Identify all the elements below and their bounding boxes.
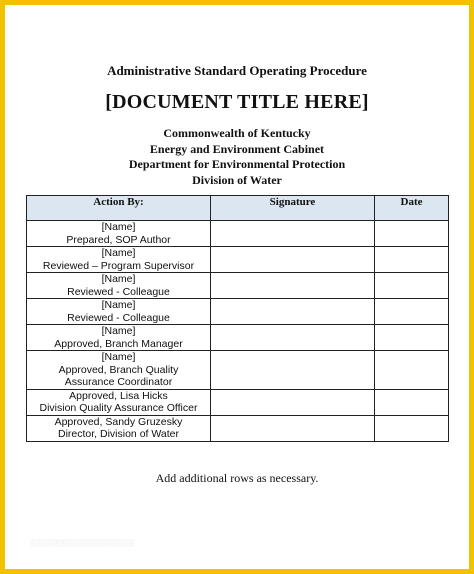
agency-line: Department for Environmental Protection	[128, 157, 346, 171]
table-row	[27, 325, 449, 351]
date-cell[interactable]	[375, 351, 449, 390]
action-by-line: [Name]	[101, 273, 136, 285]
table-row	[27, 273, 449, 299]
header-signature: Signature	[211, 196, 375, 221]
document-subtitle: Administrative Standard Operating Procedure	[107, 63, 367, 78]
signature-cell[interactable]	[211, 221, 375, 247]
action-by-cell	[27, 299, 211, 325]
document-title: [DOCUMENT TITLE HERE]	[105, 91, 369, 113]
table-header-row	[27, 196, 449, 221]
action-by-line: [Name]	[101, 221, 136, 233]
table-row	[27, 247, 449, 273]
document-page	[5, 5, 469, 569]
signature-cell[interactable]	[211, 273, 375, 299]
action-by-line: [Name]	[101, 299, 136, 311]
action-by-cell	[27, 247, 211, 273]
action-by-cell	[27, 415, 211, 441]
date-cell[interactable]	[375, 247, 449, 273]
action-by-line: Director, Division of Water	[58, 428, 179, 440]
approval-table	[26, 195, 449, 442]
agency-line: Commonwealth of Kentucky	[163, 126, 311, 140]
action-by-line: Approved, Lisa Hicks	[69, 389, 168, 402]
action-by-line: Approved, Sandy Gruzesky	[54, 415, 183, 428]
agency-line: Division of Water	[192, 172, 282, 187]
header-action-by: Action By:	[27, 196, 211, 221]
action-by-cell	[27, 351, 211, 390]
action-by-line: [Name]	[101, 351, 136, 363]
date-cell[interactable]	[375, 221, 449, 247]
footer-note: Add additional rows as necessary.	[155, 471, 319, 485]
action-by-line: Reviewed - Colleague	[67, 285, 170, 298]
action-by-cell	[27, 221, 211, 247]
action-by-line: Division Quality Assurance Officer	[39, 402, 198, 414]
action-by-line: Approved, Branch Manager	[54, 337, 183, 350]
signature-cell[interactable]	[211, 325, 375, 351]
signature-cell[interactable]	[211, 415, 375, 441]
watermark: ░░░░░░░░░░░░░░░░░░░░░	[30, 540, 135, 547]
action-by-cell	[27, 273, 211, 299]
action-by-cell	[27, 389, 211, 415]
date-cell[interactable]	[375, 389, 449, 415]
action-by-line: Prepared, SOP Author	[66, 233, 171, 246]
signature-cell[interactable]	[211, 351, 375, 390]
agency-line: Energy and Environment Cabinet	[149, 141, 325, 156]
date-cell[interactable]	[375, 415, 449, 441]
header-date: Date	[375, 196, 449, 221]
agency-block	[5, 126, 469, 188]
table-row	[27, 221, 449, 247]
action-by-line: [Name]	[101, 247, 136, 259]
action-by-line: Approved, Branch Quality	[58, 363, 179, 376]
action-by-cell	[27, 325, 211, 351]
action-by-line: Assurance Coordinator	[64, 376, 173, 388]
date-cell[interactable]	[375, 273, 449, 299]
table-row	[27, 351, 449, 390]
table-row	[27, 415, 449, 441]
table-row	[27, 299, 449, 325]
signature-cell[interactable]	[211, 389, 375, 415]
signature-cell[interactable]	[211, 247, 375, 273]
signature-cell[interactable]	[211, 299, 375, 325]
date-cell[interactable]	[375, 299, 449, 325]
action-by-line: Reviewed - Colleague	[67, 311, 170, 324]
date-cell[interactable]	[375, 325, 449, 351]
action-by-line: [Name]	[101, 325, 136, 337]
table-row	[27, 389, 449, 415]
action-by-line: Reviewed – Program Supervisor	[42, 259, 195, 272]
